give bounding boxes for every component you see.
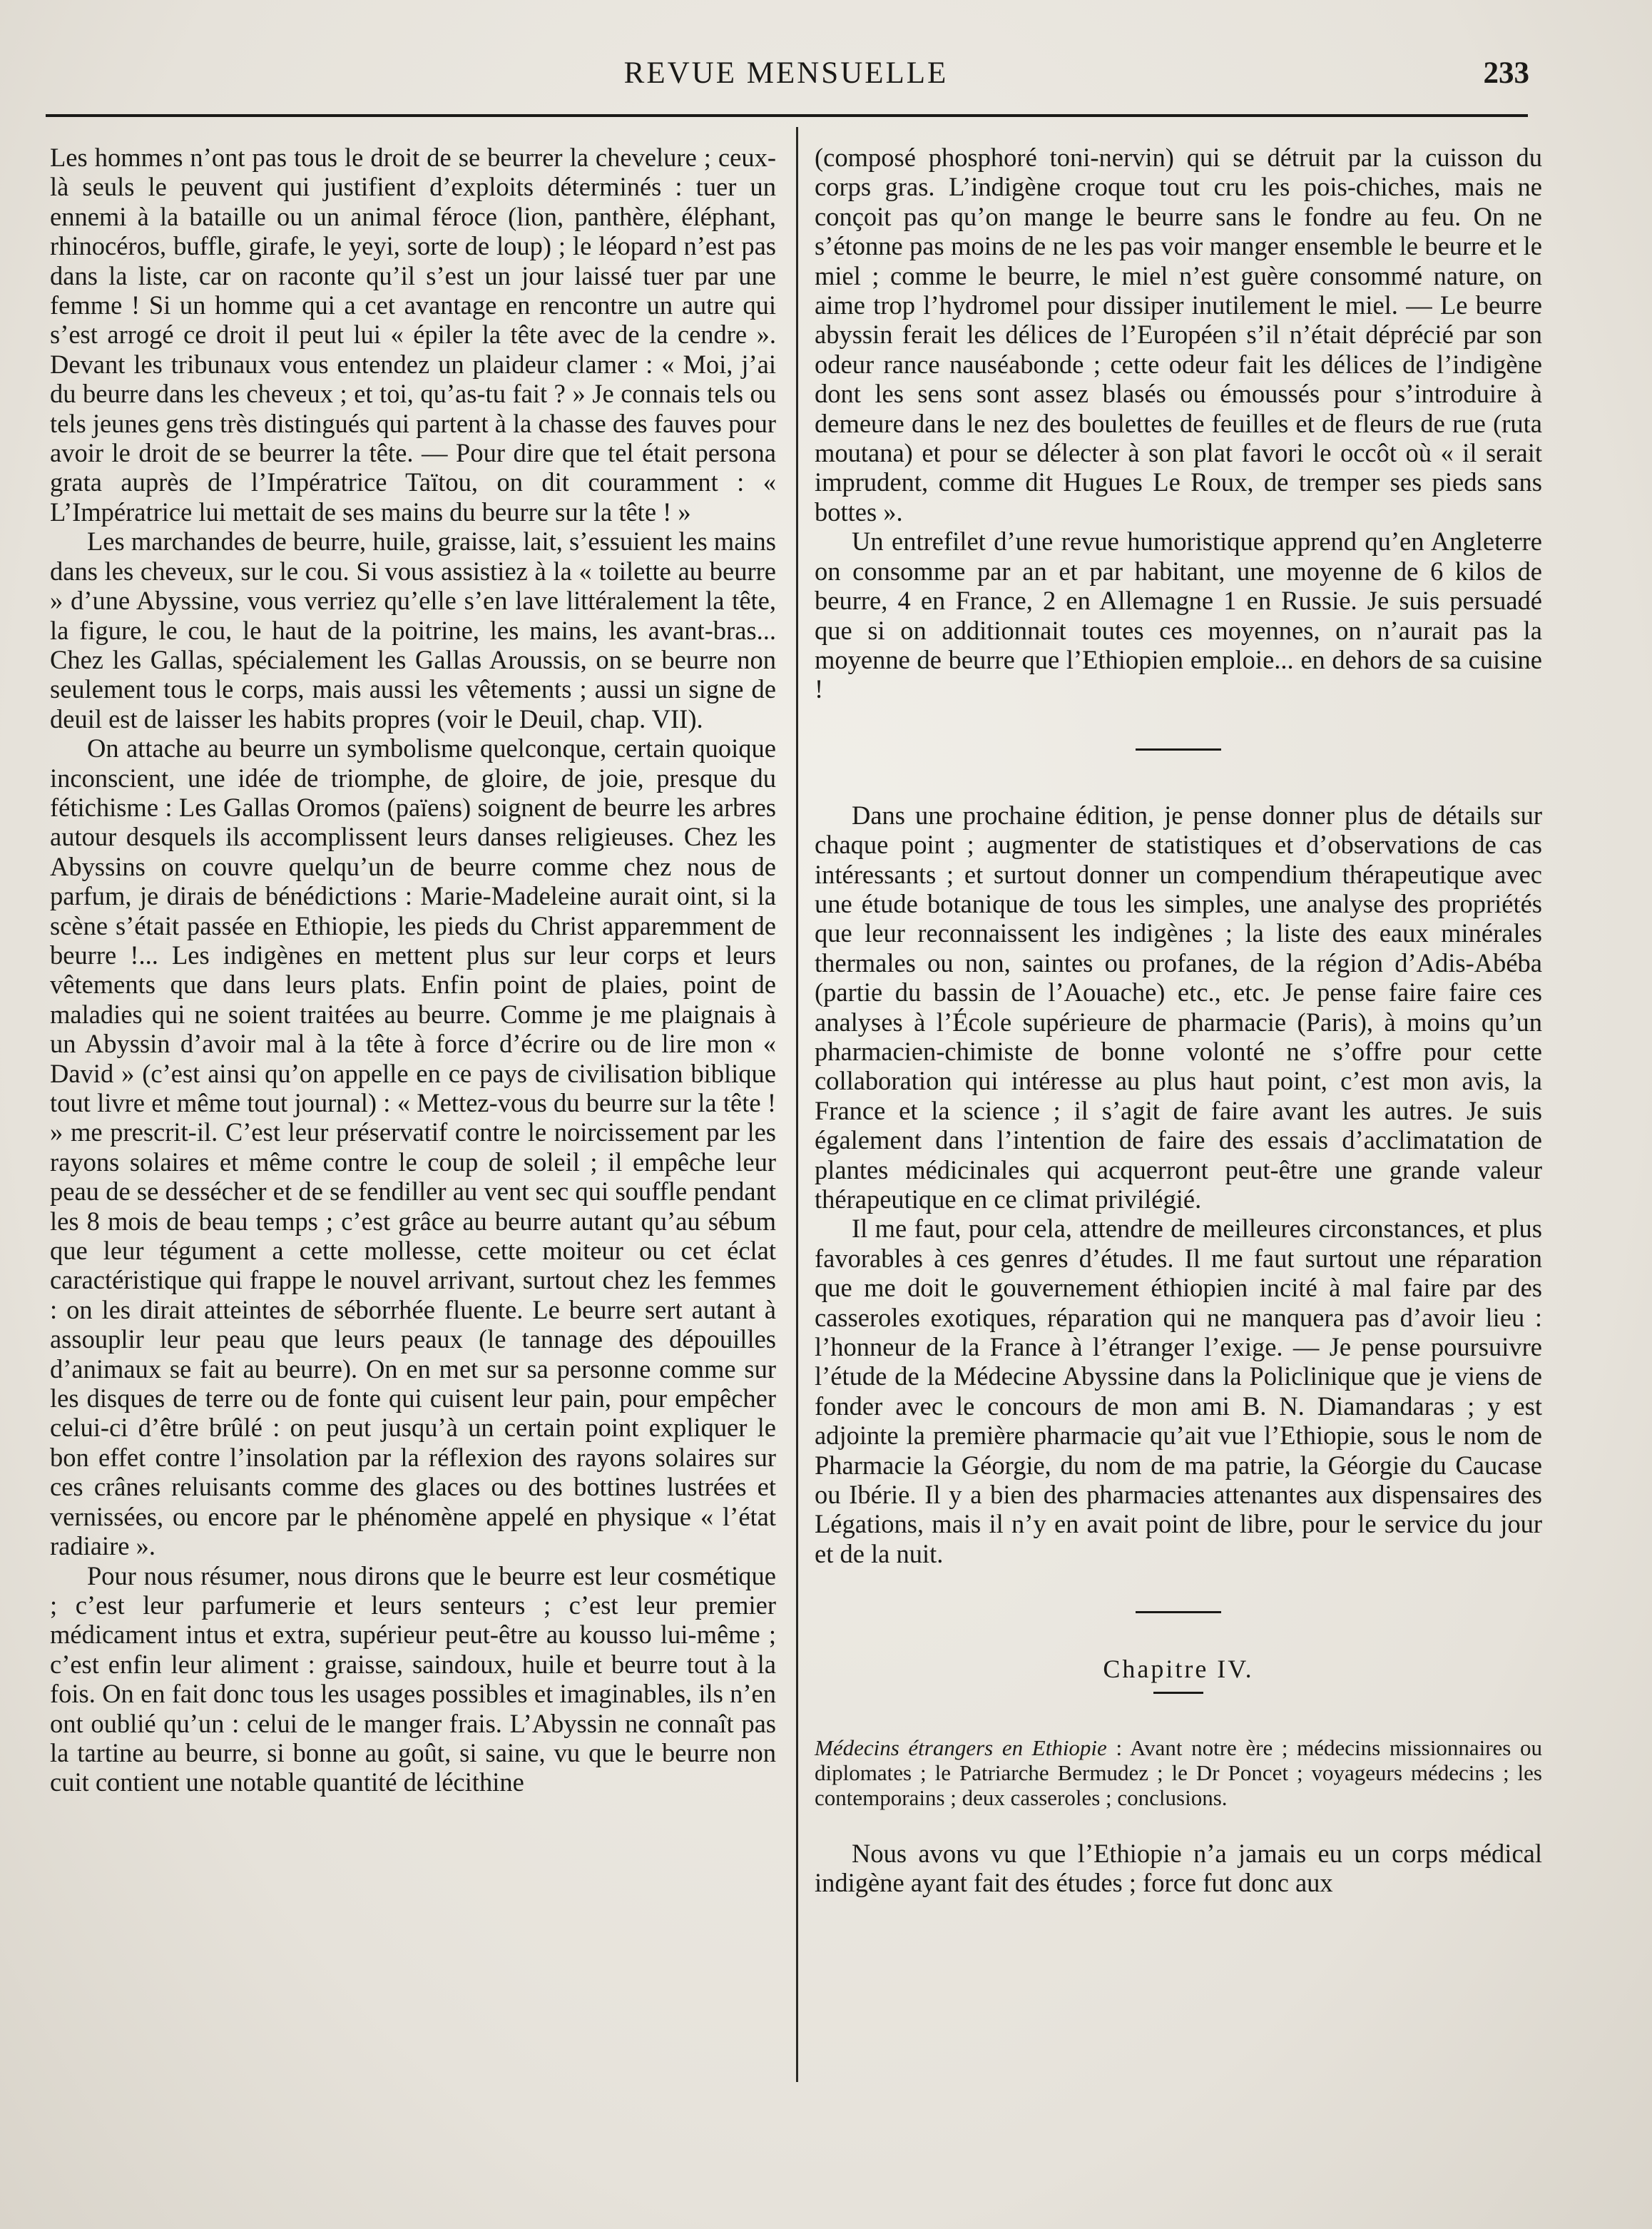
header-rule: [46, 114, 1528, 117]
page-number: 233: [1483, 56, 1529, 90]
running-title: REVUE MENSUELLE: [623, 56, 949, 90]
section-separator: [1136, 748, 1221, 751]
paragraph: Pour nous résumer, nous dirons que le beurre est leur cosmétique ; c’est leur parfumerie et leurs senteurs ; c’est leur premier médicament intus et extra, supérieur peut-être au kousso lui-même ; c’est enfin leur aliment : graisse, saindoux, huile et beurre tout à la fois. On en fait donc tous les usages possibles et imaginables, ils n’en ont oublié qu’un : celui de le manger frais. L’Abyssin ne connaît pas la tartine au beurre, si bonne au goût, si saine, vu que le beurre non cuit contient une notable quantité de lécithine: [50, 1560, 776, 1797]
paragraph: Il me faut, pour cela, attendre de meilleures circonstances, et plus favorables à ces genres d’études. Il me faut surtout une réparation que me doit le gouvernement éthiopien incité à mal faire par des casseroles exotiques, réparation qui ne manquera pas d’avoir lieu : l’honneur de la France à l’étranger l’exige. — Je pense poursuivre l’étude de la Médecine Abyssine dans la Policlinique que je viens de fonder avec le concours de mon ami B. N. Diamandaras ; y est adjointe la première pharmacie qu’ait vue l’Ethiopie, sous le nom de Pharmacie la Géorgie, du nom de ma patrie, la Géorgie du Caucase ou Ibérie. Il y a bien des pharmacies attenantes aux dispensaires des Légations, mais il n’y en avait point de libre, pour le service du jour et de la nuit.: [815, 1214, 1542, 1568]
chapter-summary: [815, 1735, 1542, 1810]
paragraph: (composé phosphoré toni-nervin) qui se détruit par la cuisson du corps gras. L’indigène croque tout cru les pois-chiches, mais ne conçoit pas qu’on mange le beurre sans le fondre au feu. On ne s’étonne pas moins de ne les pas voir manger ensemble le beurre et le miel ; comme le beurre, le miel n’est guère consommé nature, on aime trop l’hydromel pour dissiper inutilement le miel. — Le beurre abyssin ferait les délices de l’Européen s’il n’était déprécié par son odeur rance nauséabonde ; cette odeur fait les délices de l’indigène dont les sens sont assez blasés ou émoussés pour s’introduire à demeure dans le nez des boulettes de feuilles et de fleurs de rue (ruta moutana) et pour se délecter à son plat favori le occôt où « il serait imprudent, comme dit Hugues Le Roux, de tremper ses pieds sans bottes ».: [815, 143, 1542, 527]
summary-lead: Médecins étrangers en Ethiopie: [815, 1735, 1107, 1760]
chapter-rule: [1153, 1692, 1203, 1694]
paragraph: Les marchandes de beurre, huile, graisse, lait, s’essuient les mains dans les cheveux, sur le cou. Si vous assistiez à la « toilette au beurre » d’une Abyssine, vous verriez qu’elle s’en lave littéralement la tête, la figure, le cou, le haut de la poitrine, les mains, les avant-bras... Chez les Gallas, spécialement les Gallas Aroussis, on se beurre non seulement tous le corps, mais aussi les vêtements ; aussi un signe de deuil est de laisser les habits propres (voir le Deuil, chap. VII).: [50, 527, 776, 733]
paragraph: Dans une prochaine édition, je pense donner plus de détails sur chaque point ; augmenter de statistiques et d’observations de cas intéressants ; et surtout donner un compendium thérapeutique avec une étude botanique de tous les simples, une analyse des propriétés que leur reconnaissent les indigènes ; la liste des eaux minérales thermales ou non, saintes ou profanes, de la région d’Adis-Abéba (partie du bassin de l’Aouache) etc., etc. Je pense faire faire ces analyses à l’École supérieure de pharmacie (Paris), à moins qu’un pharmacien-chimiste de bonne volonté ne s’offre pour cette collaboration qui intéresse au plus haut point, c’est mon avis, la France et la science ; il s’agit de faire avant les autres. Je suis également dans l’intention de faire des essais d’acclimatation de plantes médicinales qui acquerront peut-être une grande valeur thérapeutique en ce climat privilégié.: [815, 800, 1542, 1214]
chapter-title: Chapitre IV.: [1103, 1655, 1254, 1684]
page-header: [46, 56, 1529, 106]
paragraph: Les hommes n’ont pas tous le droit de se beurrer la chevelure ; ceux-là seuls le peuvent qui justifient d’exploits déterminés : tuer un ennemi à la bataille ou un animal féroce (lion, panthère, éléphant, rhinocéros, buffle, girafe, le yeyi, sorte de loup) ; le léopard n’est pas dans la liste, car on raconte qu’il s’est un jour laissé tuer par une femme ! Si un homme qui a cet avantage en rencontre un autre qui s’est arrogé ce droit il peut lui « épiler la tête avec de la cendre ». Devant les tribunaux vous entendez un plaideur clamer : « Moi, j’ai du beurre dans les cheveux ; et toi, qu’as-tu fait ? » Je connais tels ou tels jeunes gens très distingués qui partent à la chasse des fauves pour avoir le droit de se beurrer la tête. — Pour dire que tel était persona grata auprès de l’Impératrice Taïtou, on dit couramment : « L’Impératrice lui mettait de ses mains du beurre sur la tête ! »: [50, 143, 776, 527]
paragraph: On attache au beurre un symbolisme quelconque, certain quoique inconscient, une idée de triomphe, de gloire, de joie, presque du fétichisme : Les Gallas Oromos (païens) soignent de beurre les arbres autour desquels ils accomplissent leurs danses religieuses. Chez les Abyssins on couvre quelqu’un de beurre comme chez nous de parfum, je dirais de bénédictions : Marie-Madeleine aurait oint, si la scène s’était passée en Ethiopie, les pieds du Christ apparemment de beurre !... Les indigènes en mettent plus sur leur corps et leurs vêtements que dans leurs plats. Enfin point de plaies, point de maladies qui ne soient traitées au beurre. Comme je me plaignais à un Abyssin d’avoir mal à la tête à force d’écrire ou de lire mon « David » (c’est ainsi qu’on appelle en ce pays de civilisation biblique tout livre et même tout journal) : « Mettez-vous du beurre sur la tête ! » me prescrit-il. C’est leur préservatif contre le noircissement par les rayons solaires et même contre le coup de soleil ; il empêche leur peau de se dessécher et de se fendiller au vent sec qui souffle pendant les 8 mois de beau temps ; c’est grâce au beurre autant qu’au sébum que leur tégument a cette mollesse, cette moiteur ou cet éclat caractéristique qui frappe le nouvel arrivant, surtout chez les femmes : on les dirait atteintes de séborrhée fluente. Le beurre sert autant à assouplir leur peau que leurs peaux (le tannage des dépouilles d’animaux se fait au beurre). On en met sur sa personne comme sur les disques de terre ou de fonte qui cuisent leur pain, pour empêcher celui-ci d’être brûlé : on peut jusqu’à un certain point expliquer le bon effet contre l’insolation par la réflexion des rayons solaires sur ces crânes reluisants comme des glaces ou des bottines lustrées et vernissées, ou encore par le phénomène appelé en physique « l’état radiaire ».: [50, 733, 776, 1561]
summary-text: : Avant notre ère ; médecins missionnaires ou diplomates ; le Patriarche Bermudez ; le Dr Poncet ; voyageurs médecins ; les contemporains ; deux casseroles ; conclusions.: [815, 1735, 1542, 1810]
paragraph: Nous avons vu que l’Ethiopie n’a jamais eu un corps médical indigène ayant fait des études ; force fut donc aux: [815, 1838, 1542, 1898]
paragraph: Un entrefilet d’une revue humoristique apprend qu’en Angleterre on consomme par an et par habitant, une moyenne de 6 kilos de beurre, 4 en France, 2 en Allemagne 1 en Russie. Je suis persuadé que si on additionnait toutes ces moyennes, on n’aurait pas la moyenne de beurre que l’Ethiopien emploie... en dehors de sa cuisine !: [815, 527, 1542, 704]
column-divider: [796, 127, 798, 2082]
right-column: [815, 143, 1542, 1898]
section-separator: [1136, 1611, 1221, 1613]
left-column: [50, 143, 776, 1797]
